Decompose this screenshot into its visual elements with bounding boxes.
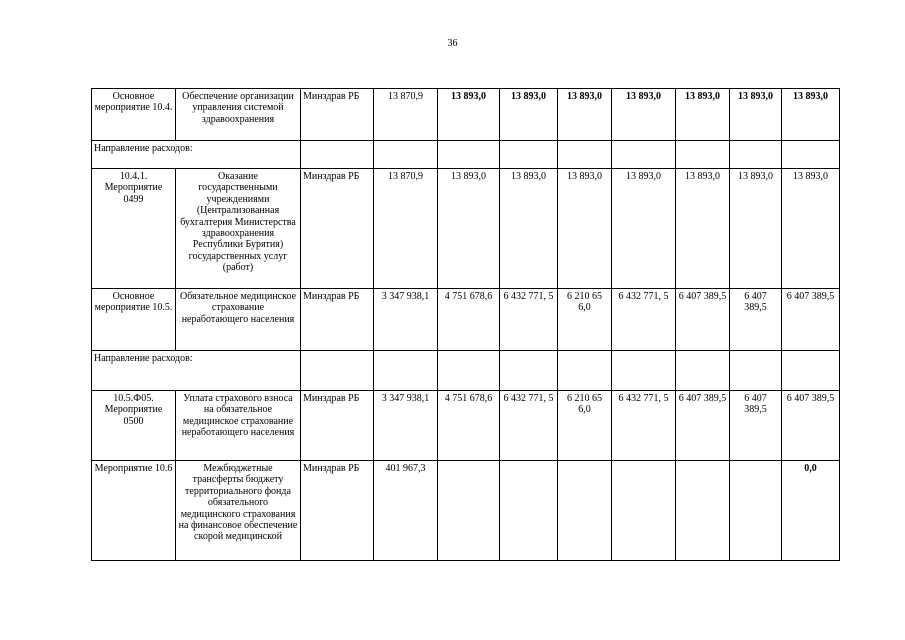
value-cell: 13 893,0 [612, 169, 676, 289]
value-cell: 4 751 678,6 [438, 289, 500, 351]
value-cell [438, 461, 500, 561]
value-cell: 6 407 389,5 [782, 391, 840, 461]
value-cell: 13 893,0 [612, 89, 676, 141]
value-2014: 13 870,9 [374, 89, 438, 141]
empty-cell [374, 351, 438, 391]
value-cell: 6 407 389,5 [730, 391, 782, 461]
table-row [92, 351, 840, 391]
empty-cell [301, 351, 374, 391]
value-cell: 0,0 [782, 461, 840, 561]
empty-cell [730, 351, 782, 391]
value-cell: 13 893,0 [730, 89, 782, 141]
empty-cell [612, 351, 676, 391]
table-row [92, 141, 840, 169]
value-cell [730, 461, 782, 561]
value-cell [500, 461, 558, 561]
empty-cell [500, 351, 558, 391]
table-row [92, 391, 840, 461]
empty-cell [301, 141, 374, 169]
value-cell: 13 893,0 [782, 89, 840, 141]
empty-cell [676, 141, 730, 169]
executor: Минздрав РБ [301, 461, 374, 561]
direction-label: Направление расходов: [92, 351, 301, 391]
value-cell [676, 461, 730, 561]
empty-cell [438, 351, 500, 391]
empty-cell [500, 141, 558, 169]
event-description: Обеспечение организации управления системой здравоохранения [176, 89, 301, 141]
value-cell: 13 893,0 [558, 89, 612, 141]
value-2014: 401 967,3 [374, 461, 438, 561]
value-cell: 6 407 389,5 [730, 289, 782, 351]
value-cell [612, 461, 676, 561]
executor: Минздрав РБ [301, 169, 374, 289]
value-cell: 13 893,0 [730, 169, 782, 289]
table-row [92, 169, 840, 289]
budget-table [91, 88, 840, 561]
empty-cell [676, 351, 730, 391]
value-2014: 3 347 938,1 [374, 391, 438, 461]
value-cell: 6 432 771, 5 [500, 289, 558, 351]
value-cell: 4 751 678,6 [438, 391, 500, 461]
event-description: Уплата страхового взноса на обязательное медицинское страхование неработающего населения [176, 391, 301, 461]
executor: Минздрав РБ [301, 391, 374, 461]
table-row [92, 289, 840, 351]
direction-label: Направление расходов: [92, 141, 301, 169]
value-2014: 3 347 938,1 [374, 289, 438, 351]
empty-cell [558, 141, 612, 169]
event-description: Оказание государственными учреждениями (Централизованная бухгалтерия Министерства здравоохранения Республики Бурятия) государственных услуг (работ) [176, 169, 301, 289]
empty-cell [438, 141, 500, 169]
empty-cell [730, 141, 782, 169]
event-code: 10.4.1. Мероприятие 0499 [92, 169, 176, 289]
event-code: 10.5.Ф05. Мероприятие 0500 [92, 391, 176, 461]
empty-cell [782, 351, 840, 391]
empty-cell [612, 141, 676, 169]
empty-cell [374, 141, 438, 169]
value-cell: 6 210 65 6,0 [558, 289, 612, 351]
event-description: Обязательное медицинское страхование неработающего населения [176, 289, 301, 351]
value-cell: 6 432 771, 5 [500, 391, 558, 461]
event-description: Межбюджетные трансферты бюджету территориального фонда обязательного медицинского страхования на финансовое обеспечение скорой медицинской [176, 461, 301, 561]
value-cell: 6 432 771, 5 [612, 289, 676, 351]
value-cell: 6 407 389,5 [782, 289, 840, 351]
value-cell: 6 407 389,5 [676, 391, 730, 461]
value-cell: 6 210 65 6,0 [558, 391, 612, 461]
value-cell: 13 893,0 [438, 89, 500, 141]
value-cell: 13 893,0 [438, 169, 500, 289]
value-cell: 6 407 389,5 [676, 289, 730, 351]
value-cell: 13 893,0 [782, 169, 840, 289]
value-cell: 6 432 771, 5 [612, 391, 676, 461]
event-code: Основное мероприятие 10.5. [92, 289, 176, 351]
value-cell: 13 893,0 [500, 89, 558, 141]
executor: Минздрав РБ [301, 89, 374, 141]
table-row [92, 89, 840, 141]
event-code: Мероприятие 10.6 [92, 461, 176, 561]
value-cell: 13 893,0 [676, 169, 730, 289]
value-cell: 13 893,0 [500, 169, 558, 289]
value-2014: 13 870,9 [374, 169, 438, 289]
executor: Минздрав РБ [301, 289, 374, 351]
empty-cell [782, 141, 840, 169]
value-cell: 13 893,0 [558, 169, 612, 289]
value-cell: 13 893,0 [676, 89, 730, 141]
page-number: 36 [447, 38, 458, 49]
table-row [92, 461, 840, 561]
event-code: Основное мероприятие 10.4. [92, 89, 176, 141]
empty-cell [558, 351, 612, 391]
value-cell [558, 461, 612, 561]
